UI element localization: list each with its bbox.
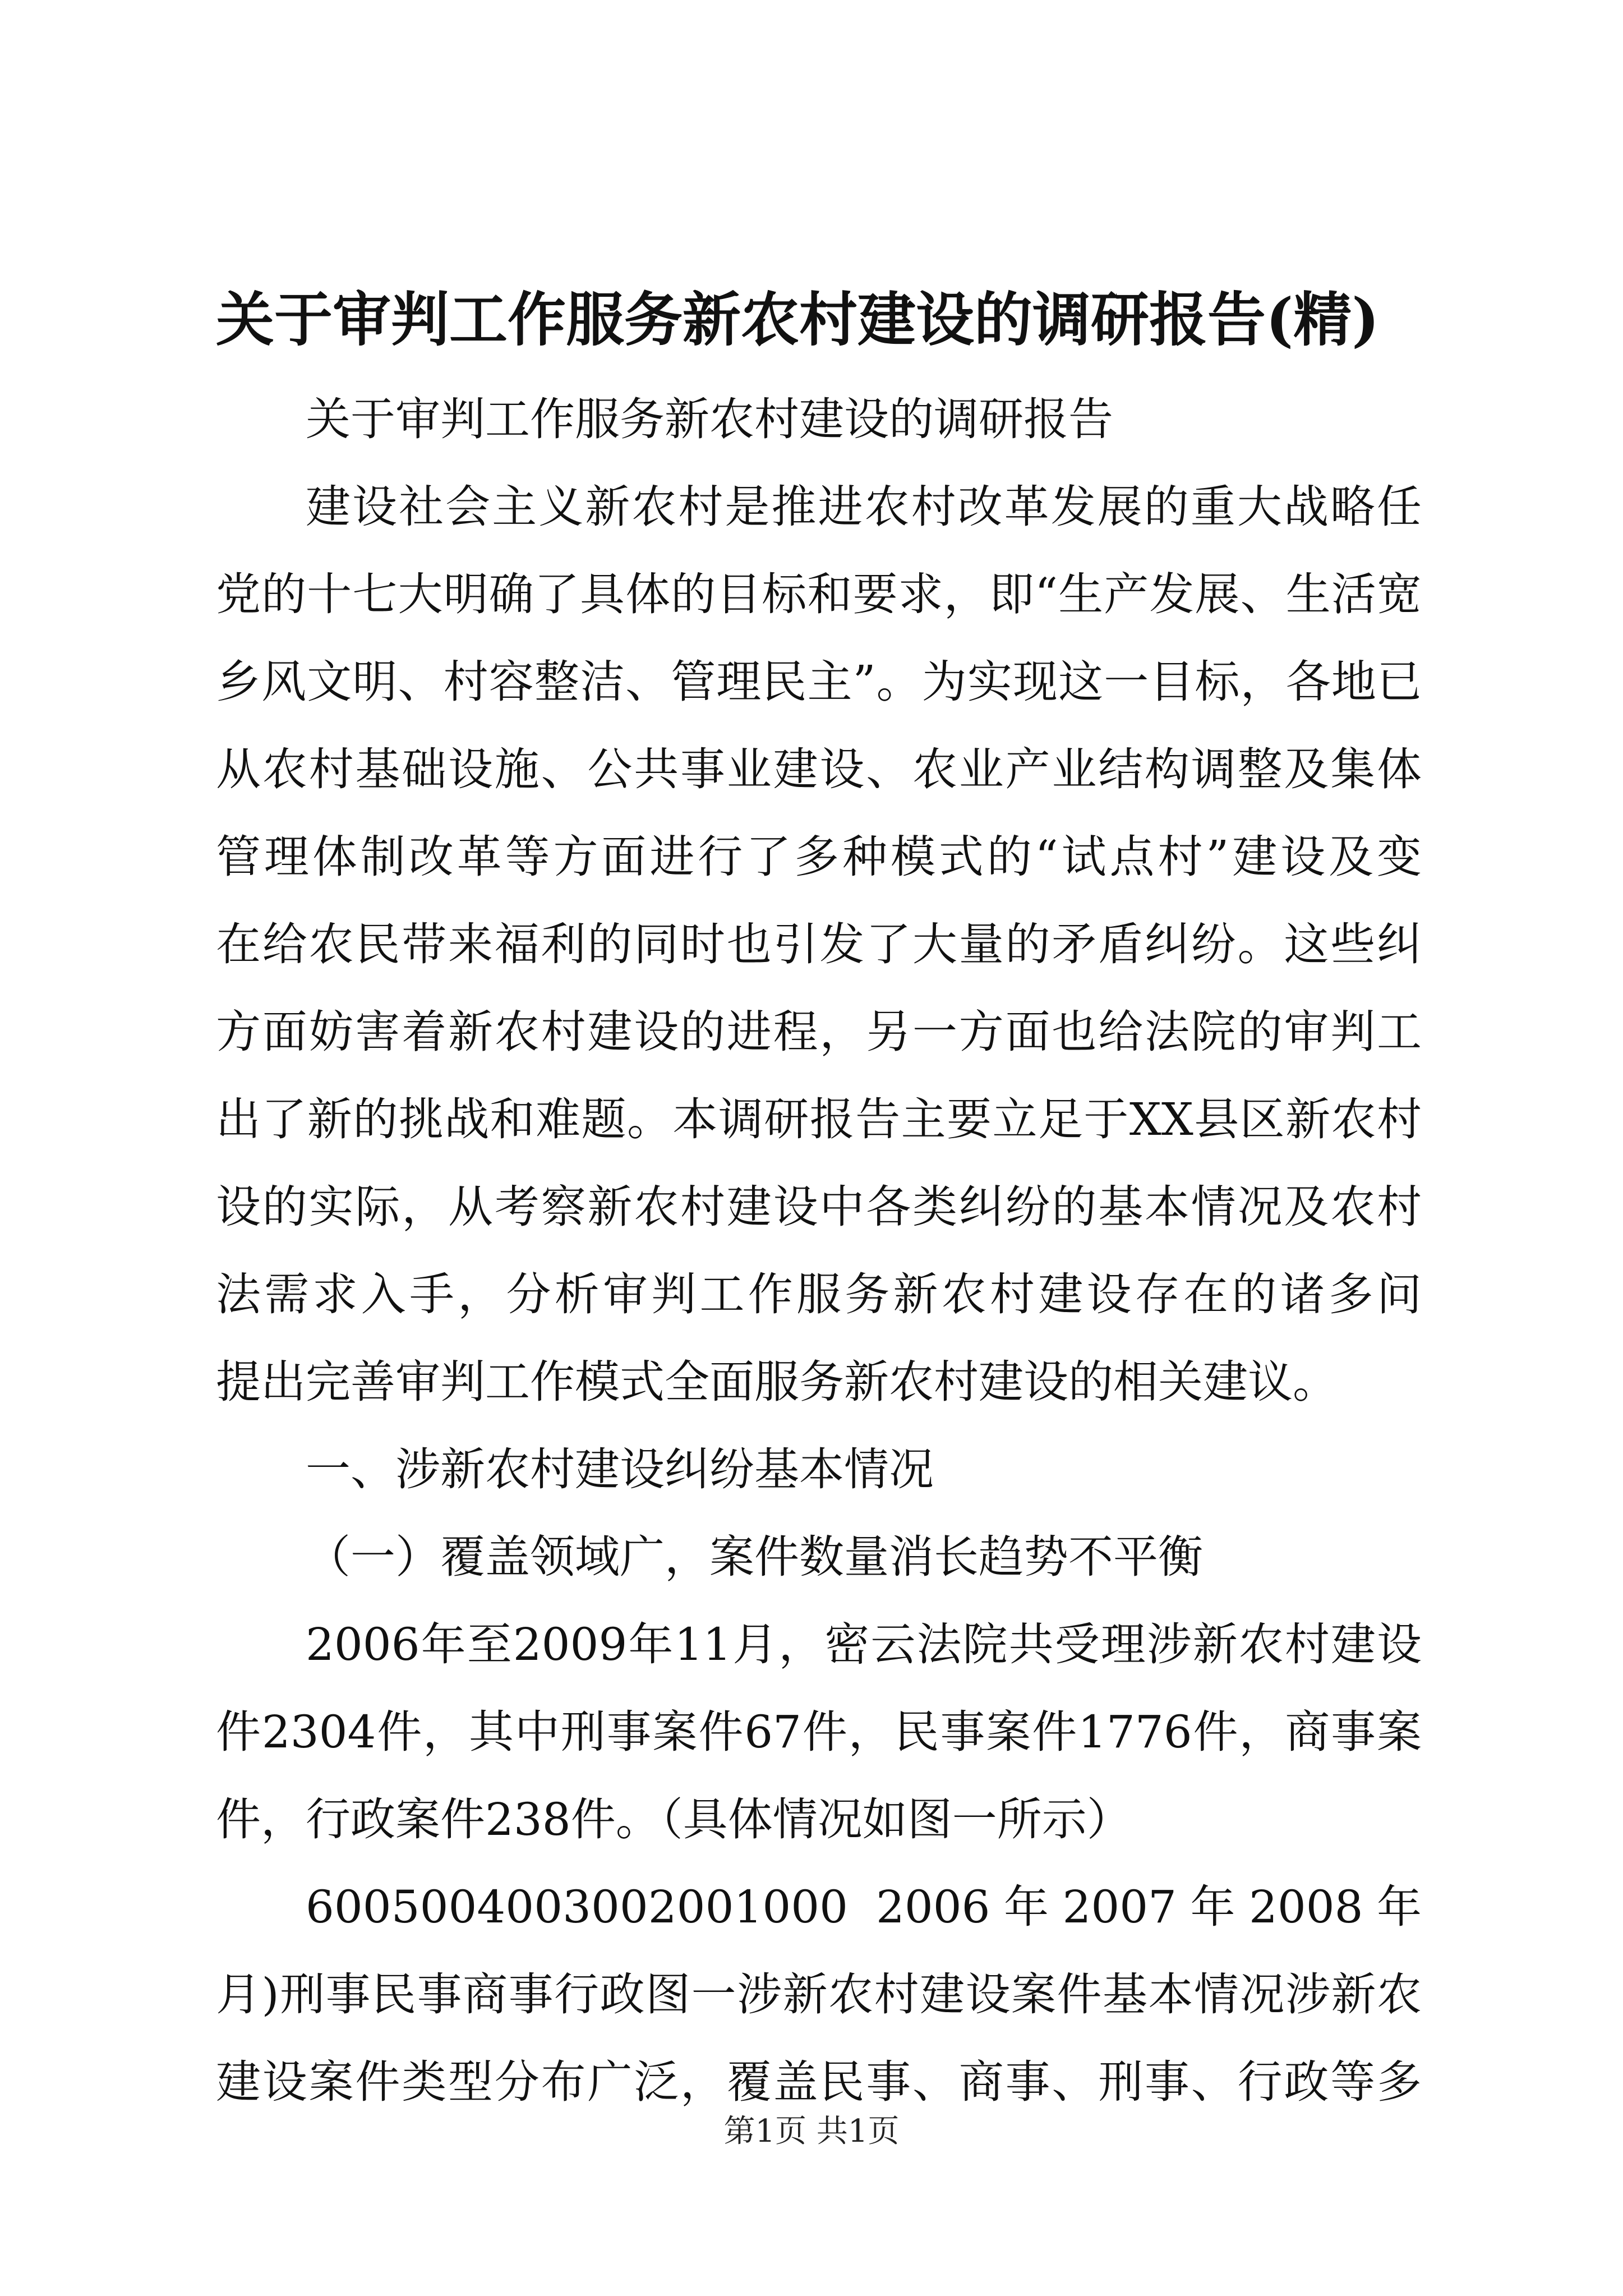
- text-line: （一）覆盖领域广，案件数量消长趋势不平衡: [306, 1531, 1203, 1583]
- text-line: 一、涉新农村建设纠纷基本情况: [306, 1443, 934, 1496]
- document-title: 关于审判工作服务新农村建设的调研报告(精): [216, 285, 1380, 354]
- text-line: 法需求入手，分析审判工作服务新农村建设存在的诸多问: [216, 1268, 1422, 1320]
- text-line: 建设社会主义新农村是推进农村改革发展的重大战略任: [306, 481, 1422, 533]
- text-line: 件2304件，其中刑事案件67件，民事案件1776件，商事案: [216, 1706, 1422, 1758]
- text-line: 关于审判工作服务新农村建设的调研报告: [306, 393, 1113, 445]
- text-line: 出了新的挑战和难题。本调研报告主要立足于XX县区新农村: [216, 1093, 1422, 1145]
- page-number: 第1页 共1页: [723, 2113, 900, 2150]
- text-line: 6005004003002001000 2006年2007年2008年: [306, 1881, 1422, 1933]
- text-line: 2006年至2009年11月，密云法院共受理涉新农村建设: [306, 1618, 1422, 1671]
- text-line: 从农村基础设施、公共事业建设、农业产业结构调整及集体: [216, 743, 1422, 795]
- text-line: 月)刑事民事商事行政图一涉新农村建设案件基本情况涉新农: [216, 1968, 1422, 2021]
- text-line: 建设案件类型分布广泛，覆盖民事、商事、刑事、行政等多: [216, 2056, 1422, 2108]
- text-line: 提出完善审判工作模式全面服务新农村建设的相关建议。: [216, 1356, 1338, 1408]
- text-line: 乡风文明、村容整洁、管理民主”。为实现这一目标，各地已: [216, 656, 1422, 708]
- text-line: 件，行政案件238件。（具体情况如图一所示）: [216, 1793, 1132, 1846]
- text-line: 设的实际，从考察新农村建设中各类纠纷的基本情况及农村: [216, 1181, 1422, 1233]
- text-line: 在给农民带来福利的同时也引发了大量的矛盾纠纷。这些纠: [216, 918, 1422, 970]
- text-line: 党的十七大明确了具体的目标和要求，即“生产发展、生活宽: [216, 568, 1422, 620]
- document-body: [216, 376, 1422, 2126]
- text-line: 管理体制改革等方面进行了多种模式的“试点村”建设及变: [216, 831, 1422, 883]
- page-footer: [0, 2112, 1623, 2151]
- text-line: 方面妨害着新农村建设的进程，另一方面也给法院的审判工: [216, 1006, 1422, 1058]
